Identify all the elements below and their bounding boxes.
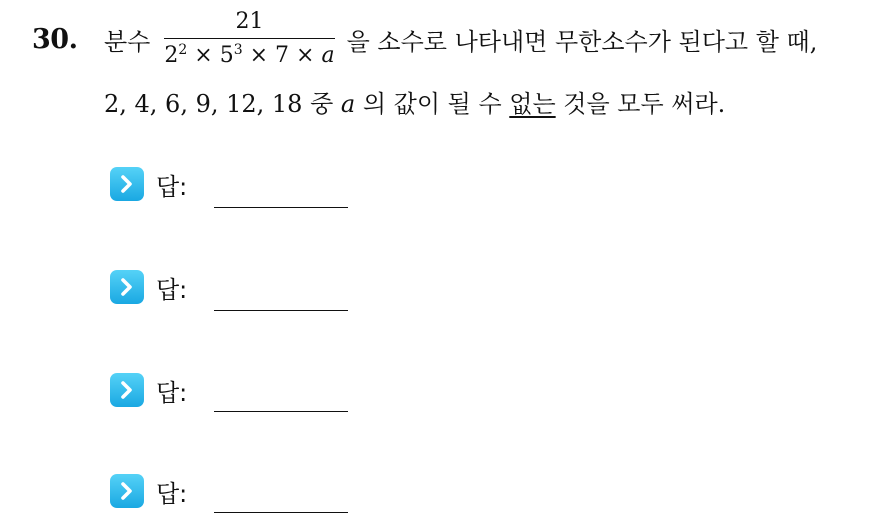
chevron-right-icon bbox=[110, 474, 144, 508]
answer-label: 답: bbox=[156, 479, 188, 508]
chevron-right-icon bbox=[110, 373, 144, 407]
answer-blank[interactable] bbox=[214, 310, 348, 311]
problem-line-2-middle: 의 값이 될 수 bbox=[355, 90, 510, 118]
answer-row bbox=[110, 267, 187, 307]
answer-label: 답: bbox=[156, 172, 188, 201]
answer-row bbox=[110, 370, 187, 410]
chevron-right-icon bbox=[110, 270, 144, 304]
fraction-numerator: 21 bbox=[235, 8, 264, 34]
number-list: 2, 4, 6, 9, 12, 18 중 bbox=[104, 90, 341, 118]
variable-a: a bbox=[340, 90, 356, 118]
fraction bbox=[164, 9, 334, 70]
problem-line-1-suffix: 을 소수로 나타내면 무한소수가 된다고 할 때, bbox=[346, 27, 818, 56]
answer-row bbox=[110, 471, 187, 511]
problem-number: 30. bbox=[32, 24, 78, 55]
chevron-right-icon bbox=[110, 167, 144, 201]
fraction-denominator: $2^2 \times 5^3 \times 7 \times a$ bbox=[164, 42, 335, 69]
answer-blank[interactable] bbox=[214, 411, 348, 412]
underlined-keyword: 없는 bbox=[509, 90, 556, 118]
answer-blank[interactable] bbox=[214, 207, 348, 208]
problem-prefix: 분수 bbox=[104, 27, 151, 56]
answer-label: 답: bbox=[156, 378, 188, 407]
answer-row bbox=[110, 164, 187, 204]
answer-blank[interactable] bbox=[214, 512, 348, 513]
answer-label: 답: bbox=[156, 275, 188, 304]
problem-line-1 bbox=[104, 4, 817, 74]
problem-line-2-end: 것을 모두 써라. bbox=[555, 90, 726, 118]
problem-line-2 bbox=[104, 88, 725, 120]
